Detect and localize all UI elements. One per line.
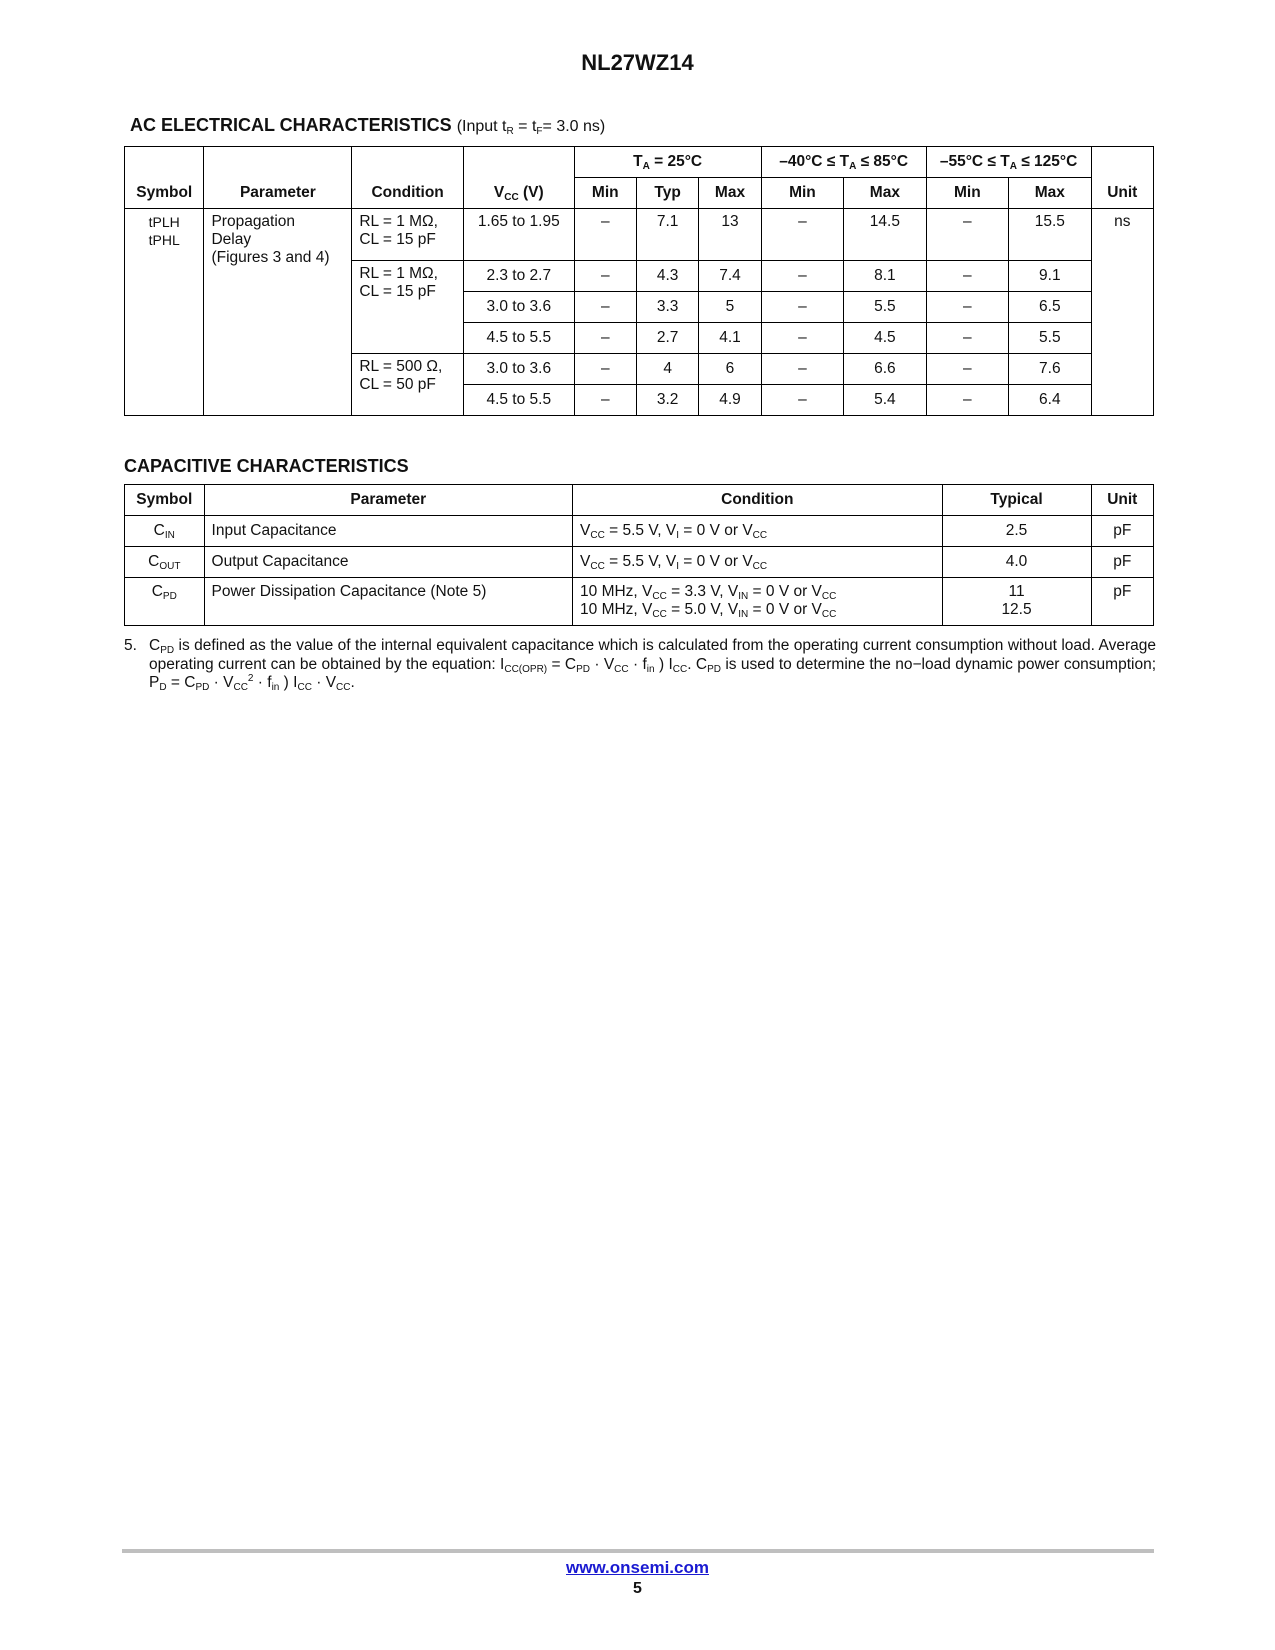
ac-min125: – [926, 385, 1008, 416]
ac-min25: – [574, 209, 636, 261]
ac-max25: 4.1 [699, 323, 761, 354]
ac-min25: – [574, 323, 636, 354]
ac-header-typ25: Typ [636, 178, 698, 209]
ac-max85: 4.5 [844, 323, 926, 354]
document-title: NL27WZ14 [581, 50, 694, 75]
cap-header-parameter: Parameter [204, 485, 573, 516]
ac-min85: – [761, 354, 843, 385]
ac-min85: – [761, 385, 843, 416]
ac-header-max85: Max [844, 178, 926, 209]
website-link[interactable]: www.onsemi.com [566, 1558, 709, 1577]
cap-condition [573, 578, 943, 626]
ac-typ25: 4.3 [636, 261, 698, 292]
ac-vcc: 4.5 to 5.5 [463, 385, 574, 416]
cap-typical-value: 12.5 [1001, 601, 1032, 618]
ac-typ25: 4 [636, 354, 698, 385]
ac-header-ta85: $-40^\circ C \le T_A \le 85^\circ C$ [761, 147, 926, 178]
ac-min125: – [926, 261, 1008, 292]
ac-typ25: 3.3 [636, 292, 698, 323]
ac-typ25: 2.7 [636, 323, 698, 354]
cap-header-condition: Condition [573, 485, 943, 516]
ac-min125: – [926, 354, 1008, 385]
ac-header-vcc-top [463, 147, 574, 178]
ac-max25: 6 [699, 354, 761, 385]
cap-unit: pF [1091, 547, 1153, 578]
ac-max25: 7.4 [699, 261, 761, 292]
ac-min125: – [926, 323, 1008, 354]
ac-header-condition-top [352, 147, 464, 178]
ac-unit-cell: ns [1091, 209, 1153, 416]
ac-min125: – [926, 292, 1008, 323]
cap-section-title: CAPACITIVE CHARACTERISTICS [124, 456, 409, 476]
ac-min85: – [761, 292, 843, 323]
ac-symbol-cell [125, 209, 204, 416]
ac-min85: – [761, 323, 843, 354]
cap-typical: 4.0 [942, 547, 1091, 578]
ac-max25: 4.9 [699, 385, 761, 416]
ac-header-unit: Unit [1091, 178, 1153, 209]
condition-line: RL = 500 Ω, [359, 358, 443, 375]
ac-max85: 14.5 [844, 209, 926, 261]
ac-header-vcc: $V_{CC}$ (V) [463, 178, 574, 209]
table-row [125, 547, 1154, 578]
ac-header-parameter: Parameter [204, 178, 352, 209]
ac-condition-cell [352, 354, 464, 416]
condition-line: CL = 50 pF [359, 376, 436, 393]
parameter-line: Propagation [211, 213, 296, 230]
condition-line: RL = 1 MΩ, [359, 213, 438, 230]
table-row [125, 578, 1154, 626]
ac-min25: – [574, 261, 636, 292]
ac-title-text: AC ELECTRICAL CHARACTERISTICS [130, 115, 452, 135]
symbol-tphl: tPHL [148, 232, 180, 248]
ac-header-parameter-top [204, 147, 352, 178]
symbol-tplh: tPLH [148, 214, 180, 230]
ac-min85: – [761, 209, 843, 261]
ac-typ25: 3.2 [636, 385, 698, 416]
cap-header-symbol: Symbol [125, 485, 205, 516]
cap-unit: pF [1091, 578, 1153, 626]
cap-symbol: $C_{OUT}$ [125, 547, 205, 578]
ac-vcc: 3.0 to 3.6 [463, 354, 574, 385]
ac-header-ta125: $-55^\circ C \le T_A \le 125^\circ C$ [926, 147, 1091, 178]
table-row [125, 516, 1154, 547]
ac-max125: 7.6 [1009, 354, 1091, 385]
ac-header-symbol: Symbol [125, 178, 204, 209]
table-row [125, 209, 1154, 261]
footnote-body: $C_{PD}$ is defined as the value of the internal equivalent capacitance which is calculated from the operating current consumption without load. Average operating current can be obtained by the equation: $I_{CC(OPR)} = C_{PD} \cdot V_{CC} \cdot f_{in}$ ) $I_{CC}$. $C_{PD}$ is used to determine the no−load dynamic power consumption; $P_D = C_{PD} \cdot V_{CC}^2 \cdot f_{in}$ ) $I_{CC} \cdot V_{CC}$. [149, 637, 1157, 693]
cap-typical [942, 578, 1091, 626]
ac-header-max125: Max [1009, 178, 1091, 209]
ac-header-condition: Condition [352, 178, 464, 209]
ac-max85: 6.6 [844, 354, 926, 385]
condition-line: CL = 15 pF [359, 231, 436, 248]
footnote-number: 5. [124, 637, 137, 654]
ac-max85: 5.5 [844, 292, 926, 323]
ac-max25: 5 [699, 292, 761, 323]
cap-condition: $V_{CC} = 5.5$ V, $V_I = 0$ V or $V_{CC}$ [573, 516, 943, 547]
cap-parameter: Input Capacitance [204, 516, 573, 547]
ac-max85: 5.4 [844, 385, 926, 416]
ac-vcc: 1.65 to 1.95 [463, 209, 574, 261]
cap-condition-line: 10 MHz, $V_{CC} = 3.3$ V, $V_{IN} = 0$ V or $V_{CC}$ [580, 583, 837, 602]
cap-unit: pF [1091, 516, 1153, 547]
cap-header-typical: Typical [942, 485, 1091, 516]
footer-divider [122, 1549, 1154, 1553]
ac-characteristics-table [124, 146, 1154, 416]
parameter-line: Delay [211, 231, 252, 248]
ac-condition-cell [352, 209, 464, 261]
ac-max125: 6.4 [1009, 385, 1091, 416]
ac-header-min25: Min [574, 178, 636, 209]
ac-max85: 8.1 [844, 261, 926, 292]
page-number: 5 [633, 1580, 642, 1597]
cap-condition-line: 10 MHz, $V_{CC} = 5.0$ V, $V_{IN} = 0$ V or $V_{CC}$ [580, 601, 837, 620]
cap-symbol: $C_{IN}$ [125, 516, 205, 547]
ac-min25: – [574, 354, 636, 385]
footnote-5 [124, 637, 1156, 693]
ac-vcc: 4.5 to 5.5 [463, 323, 574, 354]
ac-header-ta25: $T_A = 25^\circ C$ [574, 147, 761, 178]
ac-min125: – [926, 209, 1008, 261]
ac-max125: 5.5 [1009, 323, 1091, 354]
ac-max125: 9.1 [1009, 261, 1091, 292]
ac-header-unit-top [1091, 147, 1153, 178]
ac-typ25: 7.1 [636, 209, 698, 261]
cap-parameter: Output Capacitance [204, 547, 573, 578]
ac-min25: – [574, 292, 636, 323]
cap-symbol: $C_{PD}$ [125, 578, 205, 626]
ac-header-min85: Min [761, 178, 843, 209]
ac-max25: 13 [699, 209, 761, 261]
ac-header-max25: Max [699, 178, 761, 209]
ac-subtitle: (Input $t_R = t_F= 3.0$ ns) [456, 118, 606, 137]
ac-header-symbol-top [125, 147, 204, 178]
capacitive-characteristics-table [124, 484, 1154, 626]
condition-line: CL = 15 pF [359, 283, 436, 300]
ac-min25: – [574, 385, 636, 416]
parameter-line: (Figures 3 and 4) [211, 249, 330, 266]
ac-header-min125: Min [926, 178, 1008, 209]
ac-vcc: 3.0 to 3.6 [463, 292, 574, 323]
ac-vcc: 2.3 to 2.7 [463, 261, 574, 292]
cap-header-unit: Unit [1091, 485, 1153, 516]
ac-max125: 6.5 [1009, 292, 1091, 323]
cap-typical-value: 11 [1008, 583, 1025, 600]
condition-line: RL = 1 MΩ, [359, 265, 438, 282]
cap-parameter: Power Dissipation Capacitance (Note 5) [204, 578, 573, 626]
ac-max125: 15.5 [1009, 209, 1091, 261]
ac-condition-cell [352, 261, 464, 354]
cap-typical: 2.5 [942, 516, 1091, 547]
ac-section-title [130, 115, 605, 136]
ac-parameter-cell [204, 209, 352, 416]
cap-condition: $V_{CC} = 5.5$ V, $V_I = 0$ V or $V_{CC}$ [573, 547, 943, 578]
ac-min85: – [761, 261, 843, 292]
